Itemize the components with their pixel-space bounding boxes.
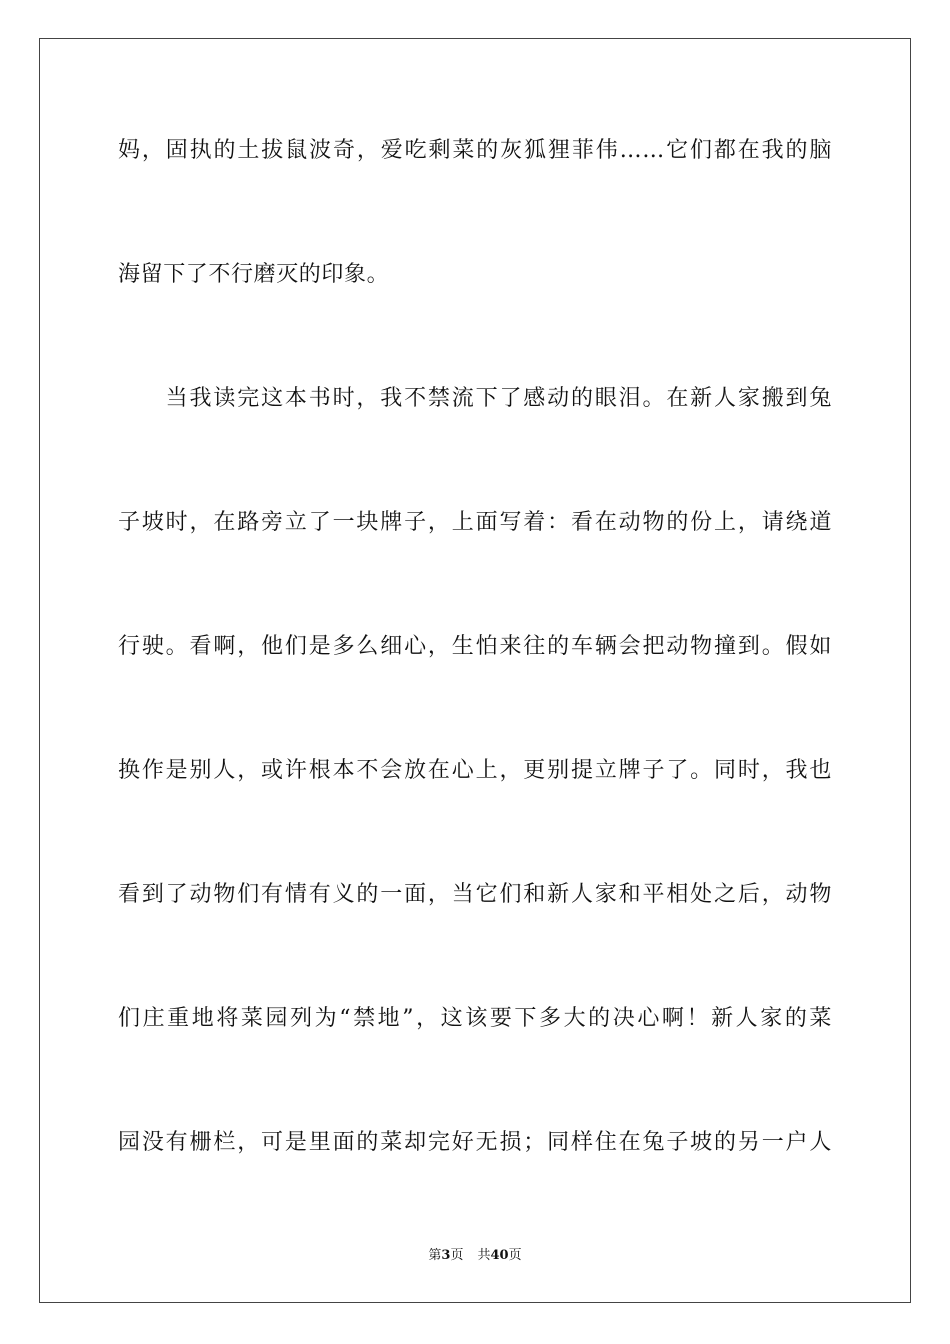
total-pages: 40 [490,1248,509,1263]
text-line: 们庄重地将菜园列为“禁地”，这该要下多大的决心啊！新人家的菜 [118,1006,832,1031]
page-suffix: 页 [450,1248,464,1263]
total-suffix: 页 [508,1248,522,1263]
page-footer [0,1247,950,1265]
text-line: 换作是别人，或许根本不会放在心上，更别提立牌子了。同时，我也 [118,758,832,783]
text-line: 行驶。看啊，他们是多么细心，生怕来往的车辆会把动物撞到。假如 [118,634,832,659]
text-line: 海留下了不行磨灭的印象。 [118,262,390,287]
page-number: 3 [441,1248,451,1263]
text-line: 当我读完这本书时，我不禁流下了感动的眼泪。在新人家搬到兔 [118,386,832,411]
text-line: 园没有栅栏，可是里面的菜却完好无损；同样住在兔子坡的另一户人 [118,1130,832,1155]
total-prefix: 共 [477,1248,491,1263]
page-prefix: 第 [428,1248,442,1263]
text-line: 妈，固执的土拔鼠波奇，爱吃剩菜的灰狐狸菲伟……它们都在我的脑 [118,138,832,163]
text-line: 子坡时，在路旁立了一块牌子，上面写着：看在动物的份上，请绕道 [118,510,832,535]
text-line: 看到了动物们有情有义的一面，当它们和新人家和平相处之后，动物 [118,882,832,907]
page-border [39,38,911,1303]
